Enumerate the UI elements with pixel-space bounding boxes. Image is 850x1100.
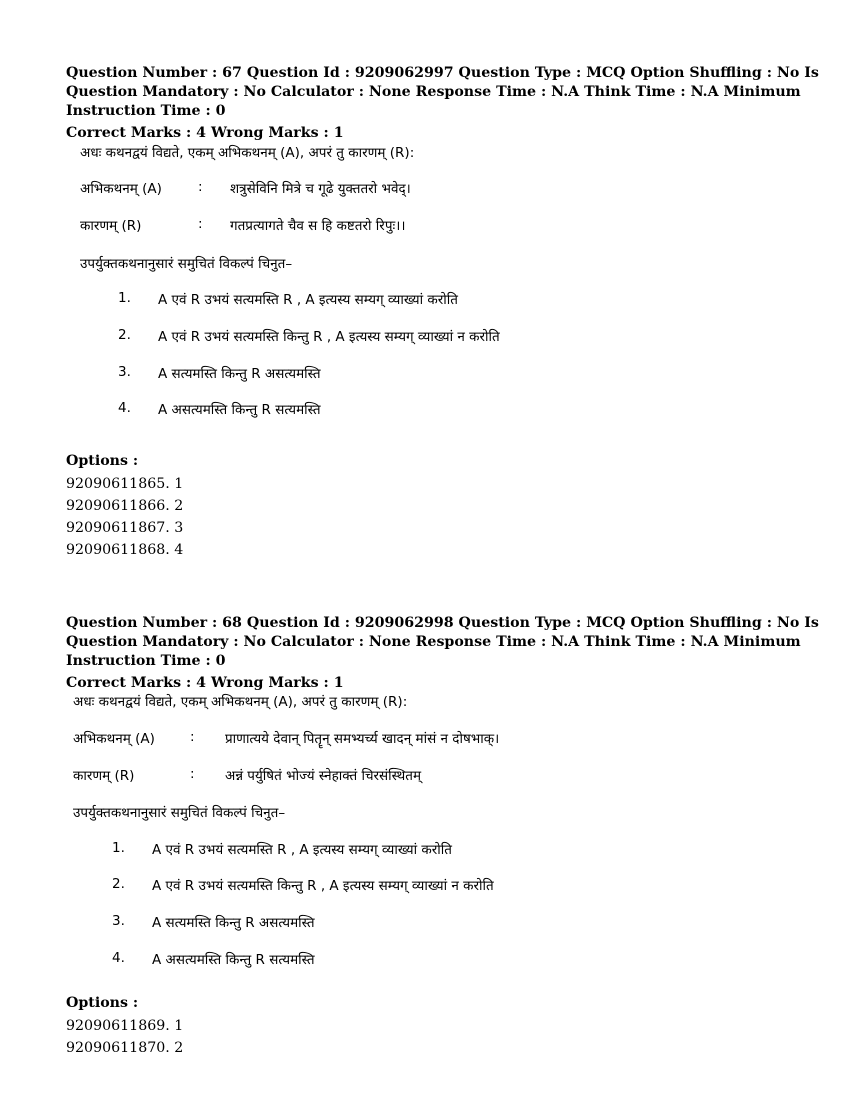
question-67-marks: Correct Marks : 4 Wrong Marks : 1 <box>66 125 344 141</box>
question-68-choice-2-text: A एवं R उभयं सत्यमस्ति किन्तु R , A इत्यस्य सम्यग् व्याख्यां न करोति <box>152 878 494 894</box>
question-68-meta-text: Question Number : 68 Question Id : 9209062998 Question Type : MCQ Option Shuffling : No Is Question Mandatory : No Calculator : None Response Time : N.A Think Time : N.A Minimum Instruction Time : 0 <box>66 615 819 669</box>
question-68-assertion-colon: : <box>190 729 195 745</box>
question-68-reason-colon: : <box>190 766 195 782</box>
question-67-choice-4-number: 4. <box>118 400 131 416</box>
question-67-choice-3-text: A सत्यमस्ति किन्तु R असत्यमस्ति <box>158 366 321 382</box>
question-67-assertion-colon: : <box>198 179 203 195</box>
question-68-assertion-text: प्राणात्यये देवान् पितॄन् समभ्यर्च्य खादन् मांसं न दोषभाक्। <box>225 731 500 747</box>
question-68-prompt: उपर्युक्तकथनानुसारं समुचितं विकल्पं चिनुत– <box>73 805 286 821</box>
question-68-choice-3-text: A सत्यमस्ति किन्तु R असत्यमस्ति <box>152 915 315 931</box>
question-67-option-id: 92090611868. 4 <box>66 542 184 558</box>
question-67-reason-colon: : <box>198 216 203 232</box>
question-67-assertion-text: शत्रुसेविनि मित्रे च गूढे युक्ततरो भवेद्। <box>230 181 411 197</box>
question-68-option-id: 92090611869. 1 <box>66 1018 184 1034</box>
question-67-prompt: उपर्युक्तकथनानुसारं समुचितं विकल्पं चिनुत– <box>80 256 293 272</box>
question-67-reason-text: गतप्रत्यागते चैव स हि कष्टतरो रिपुः।। <box>230 218 406 234</box>
question-67-reason-label: कारणम् (R) <box>80 218 142 234</box>
question-67-choice-3-number: 3. <box>118 364 131 380</box>
question-67-option-id: 92090611867. 3 <box>66 520 184 536</box>
question-68-reason-label: कारणम् (R) <box>73 768 135 784</box>
question-68-intro: अधः कथनद्वयं विद्यते, एकम् अभिकथनम् (A), अपरं तु कारणम् (R): <box>73 694 408 710</box>
question-68-choice-1-number: 1. <box>112 840 125 856</box>
question-68-option-id: 92090611870. 2 <box>66 1040 184 1056</box>
question-67-choice-2-text: A एवं R उभयं सत्यमस्ति किन्तु R , A इत्यस्य सम्यग् व्याख्यां न करोति <box>158 329 500 345</box>
question-67-choice-4-text: A असत्यमस्ति किन्तु R सत्यमस्ति <box>158 402 321 418</box>
question-67-choice-1-text: A एवं R उभयं सत्यमस्ति R , A इत्यस्य सम्यग् व्याख्यां करोति <box>158 292 458 308</box>
question-68-reason-text: अन्नं पर्युषितं भोज्यं स्नेहाक्तं चिरसंस्थितम् <box>225 768 422 784</box>
question-67-meta-text: Question Number : 67 Question Id : 9209062997 Question Type : MCQ Option Shuffling : No Is Question Mandatory : No Calculator : None Response Time : N.A Think Time : N.A Minimum Instruction Time : 0 <box>66 65 819 119</box>
question-68-choice-4-text: A असत्यमस्ति किन्तु R सत्यमस्ति <box>152 952 315 968</box>
question-68-options-label: Options : <box>66 995 139 1011</box>
question-68-choice-3-number: 3. <box>112 913 125 929</box>
question-67-option-id: 92090611865. 1 <box>66 476 184 492</box>
question-67-choice-2-number: 2. <box>118 327 131 343</box>
question-67-intro: अधः कथनद्वयं विद्यते, एकम् अभिकथनम् (A), अपरं तु कारणम् (R): <box>80 145 415 161</box>
question-68-options <box>66 992 183 1059</box>
question-67-assertion-label: अभिकथनम् (A) <box>80 181 162 197</box>
question-68-marks: Correct Marks : 4 Wrong Marks : 1 <box>66 675 344 691</box>
question-68-choice-2-number: 2. <box>112 876 125 892</box>
question-67-choice-1-number: 1. <box>118 290 131 306</box>
question-67-options <box>66 450 183 561</box>
question-68-choice-1-text: A एवं R उभयं सत्यमस्ति R , A इत्यस्य सम्यग् व्याख्यां करोति <box>152 842 452 858</box>
question-67-option-id: 92090611866. 2 <box>66 498 184 514</box>
question-68-assertion-label: अभिकथनम् (A) <box>73 731 155 747</box>
question-68-choice-4-number: 4. <box>112 950 125 966</box>
question-67-options-label: Options : <box>66 453 139 469</box>
